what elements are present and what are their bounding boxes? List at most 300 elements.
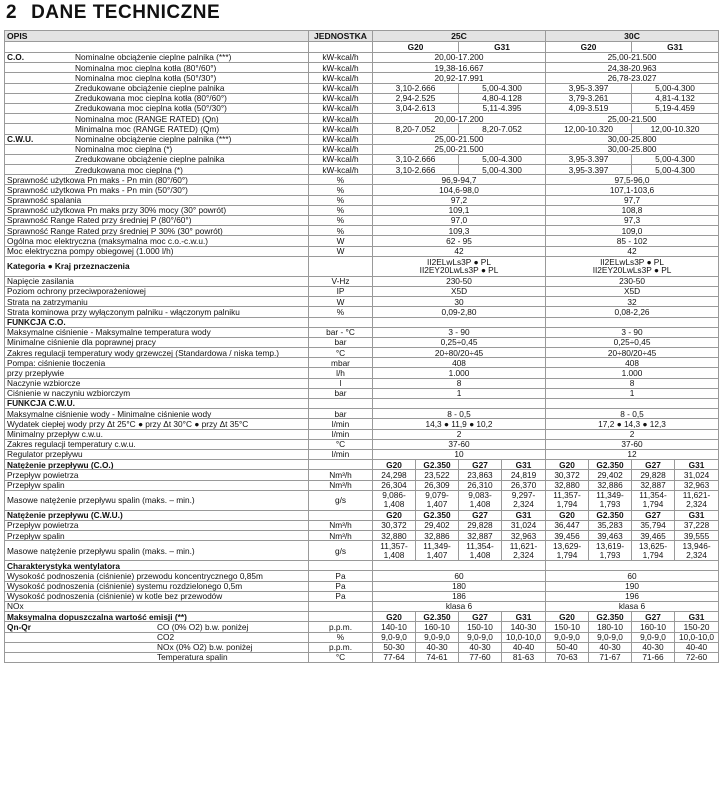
table-row — [5, 449, 719, 459]
table-cell — [373, 399, 546, 409]
row-label: Przepływ powietrza — [5, 470, 309, 480]
row-unit — [309, 256, 373, 276]
table-row — [5, 510, 719, 520]
row-label — [5, 652, 309, 662]
value-cell: 9,0-9,0 — [416, 632, 459, 642]
value-cell — [632, 520, 675, 530]
value-line: 32,886 — [597, 480, 623, 490]
value-line: 24,298 — [381, 469, 407, 480]
value-line: 11,349- — [596, 490, 624, 501]
row-label: Minimalna moc (RANGE RATED) (Qm) — [5, 124, 309, 134]
row-unit: l/min — [309, 449, 373, 459]
row-label — [5, 53, 309, 63]
gas-label: G20 — [373, 460, 416, 470]
value-25c: 0,25÷0,45 — [373, 337, 546, 347]
value-30c: 230-50 — [546, 276, 719, 286]
value-line: 37,228 — [683, 520, 710, 531]
value-cell — [502, 541, 546, 561]
row-label: Nominalna moc cieplna kotła (80°/60°) — [5, 63, 309, 73]
row-label: Regulator przepływu — [5, 449, 309, 459]
row-unit: l/min — [309, 429, 373, 439]
row-unit: °C — [309, 439, 373, 449]
row-label-text: Nominalne obciążenie cieplne palnika (***) — [75, 52, 232, 63]
value-cell — [502, 490, 546, 510]
section-heading: Charakterystyka wentylatora — [5, 561, 309, 571]
table-cell — [546, 399, 719, 409]
value-cell: 70-63 — [546, 652, 589, 662]
value-cell: 9,0-9,0 — [373, 632, 416, 642]
row-unit: % — [309, 205, 373, 215]
value-cell: 9,0-9,0 — [459, 632, 502, 642]
value-30c: 408 — [546, 358, 719, 368]
value-line: 1,794 — [642, 499, 664, 510]
table-row — [5, 236, 719, 246]
value-cell: 9,0-9,0 — [589, 632, 632, 642]
value-cell — [675, 520, 719, 530]
value-25c: 20,92-17.991 — [373, 73, 546, 83]
value-cell — [675, 470, 719, 480]
gas-label: G27 — [632, 510, 675, 520]
row-unit: IP — [309, 286, 373, 296]
row-label: Maksymalne ciśnienie - Maksymalne temperatura wody — [5, 327, 309, 337]
row-unit: mbar — [309, 358, 373, 368]
table-row — [5, 632, 719, 642]
section-heading: FUNKCJA C.W.U. — [5, 399, 309, 409]
value-25c-g20: 3,10-2.666 — [373, 83, 459, 93]
row-label: Poziom ochrony przeciwporażeniowej — [5, 286, 309, 296]
value-25c: 2 — [373, 429, 546, 439]
table-row — [5, 541, 719, 561]
table-row — [5, 226, 719, 236]
category-line: II2ELwLs3P ● PL — [600, 256, 664, 267]
value-line: 32,963 — [683, 480, 710, 490]
row-unit: p.p.m. — [309, 622, 373, 632]
value-25c-g31: 5,00-4.300 — [459, 154, 546, 164]
value-line: 11,354- — [466, 541, 494, 552]
value-line: 1,407 — [426, 499, 448, 510]
table-row — [5, 531, 719, 541]
row-unit: kW-kcal/h — [309, 103, 373, 113]
table-body — [5, 31, 719, 663]
row-unit: Pa — [309, 591, 373, 601]
header-model-25c: 25C — [373, 31, 546, 42]
table-row — [5, 286, 719, 296]
table-row — [5, 409, 719, 419]
section-heading: Maksymalna dopuszczalna wartość emisji (**) — [5, 612, 309, 622]
value-30c: 97,7 — [546, 195, 719, 205]
row-label: Zredukowane obciążenie cieplne palnika — [5, 83, 309, 93]
value-30c: 26,78-23.027 — [546, 73, 719, 83]
value-25c: klasa 6 — [373, 602, 546, 612]
value-30c: 30,00-25.800 — [546, 134, 719, 144]
row-unit: W — [309, 236, 373, 246]
value-cell — [459, 520, 502, 530]
value-25c-g31: 5,00-4.300 — [459, 165, 546, 175]
value-cell: 72-60 — [675, 652, 719, 662]
value-line: 32,886 — [424, 530, 450, 541]
row-label: Przepływ spalin — [5, 531, 309, 541]
value-25c: 30 — [373, 297, 546, 307]
row-label: Strata kominowa przy wyłączonym palniku - włączonym palniku — [5, 307, 309, 317]
table-row — [5, 124, 719, 134]
row-label: Sprawność użytkowa Pn maks - Pn min (80°/60°) — [5, 175, 309, 185]
value-cell — [459, 480, 502, 490]
value-25c: 19,38-16.667 — [373, 63, 546, 73]
header-unit: JEDNOSTKA — [309, 31, 373, 42]
section-heading: FUNKCJA C.O. — [5, 317, 309, 327]
value-30c: 24,38-20.963 — [546, 63, 719, 73]
row-label: Sprawność Range Rated przy średniej P 30% (30° powrót) — [5, 226, 309, 236]
row-unit: Nm³/h — [309, 531, 373, 541]
table-row — [5, 53, 719, 63]
value-25c: 109,3 — [373, 226, 546, 236]
value-cell — [459, 541, 502, 561]
row-unit: kW-kcal/h — [309, 154, 373, 164]
table-row — [5, 480, 719, 490]
row-label-text: Nominalne obciążenie cieplne palnika (***) — [75, 134, 232, 144]
row-label: Wysokość podnoszenia (ciśnienie) przewodu koncentrycznego 0,85m — [5, 571, 309, 581]
row-unit — [309, 602, 373, 612]
value-30c: 109,0 — [546, 226, 719, 236]
value-25c: X5D — [373, 286, 546, 296]
row-label: Masowe natężenie przepływu spalin (maks. – min.) — [5, 490, 309, 510]
value-30c: 0,08-2,26 — [546, 307, 719, 317]
value-cell — [546, 480, 589, 490]
value-line: 1,794 — [556, 499, 578, 510]
value-25c: 8 - 0,5 — [373, 409, 546, 419]
value-25c: 408 — [373, 358, 546, 368]
value-line: 1,408 — [383, 549, 405, 560]
gas-label: G20 — [546, 460, 589, 470]
section-heading: Natężenie przepływu (C.O.) — [5, 460, 309, 470]
value-25c: 230-50 — [373, 276, 546, 286]
value-line: 9,086- — [382, 490, 406, 501]
gas-label: G2.350 — [416, 612, 459, 622]
table-row — [5, 73, 719, 83]
value-line: 11,354- — [639, 490, 667, 501]
value-cell — [416, 490, 459, 510]
value-25c: 62 - 95 — [373, 236, 546, 246]
value-30c: 107,1-103,6 — [546, 185, 719, 195]
table-row — [5, 256, 719, 276]
table-row — [5, 388, 719, 398]
value-line: 32,880 — [554, 480, 580, 490]
row-unit: % — [309, 216, 373, 226]
value-line: 39,456 — [554, 530, 580, 541]
gas-label: G27 — [459, 460, 502, 470]
row-unit: Pa — [309, 581, 373, 591]
row-unit: kW-kcal/h — [309, 73, 373, 83]
table-row — [5, 307, 719, 317]
value-30c: 2 — [546, 429, 719, 439]
value-line: 2,324 — [686, 549, 707, 560]
value-line: 9,297- — [511, 490, 536, 501]
table-row — [5, 399, 719, 409]
value-cell — [502, 531, 546, 541]
table-row — [5, 63, 719, 73]
value-cell — [632, 490, 675, 510]
row-label: Przepływ spalin — [5, 480, 309, 490]
value-line: 29,828 — [640, 469, 666, 480]
table-cell — [546, 561, 719, 571]
value-25c: 20,00-17.200 — [373, 114, 546, 124]
table-row — [5, 297, 719, 307]
value-30c: 196 — [546, 591, 719, 601]
value-25c: 1 — [373, 388, 546, 398]
value-25c-g20: 8,20-7.052 — [373, 124, 459, 134]
category-line: II2ELwLs3P ● PL — [427, 256, 491, 267]
value-25c: 96,9-94,7 — [373, 175, 546, 185]
value-cell — [546, 470, 589, 480]
value-cell — [589, 541, 632, 561]
row-label-text: CO (0% O2) b.w. poniżej — [157, 621, 249, 632]
value-30c: 32 — [546, 297, 719, 307]
header-model-30c: 30C — [546, 31, 719, 42]
row-unit: W — [309, 297, 373, 307]
value-cell — [459, 531, 502, 541]
value-25c: 20,00-17.200 — [373, 53, 546, 63]
value-line: 13,946- — [682, 541, 711, 552]
value-cell: 140-10 — [373, 622, 416, 632]
row-label: Przepływ powietrza — [5, 520, 309, 530]
value-line: 39,463 — [597, 530, 623, 541]
row-label: Nominalna moc (RANGE RATED) (Qn) — [5, 114, 309, 124]
value-cell: 40-30 — [416, 642, 459, 652]
group-label: Qn-Qr — [7, 621, 31, 632]
row-label: Minimalne ciśnienie dla poprawnej pracy — [5, 337, 309, 347]
value-cell — [502, 520, 546, 530]
gas-label: G2.350 — [589, 612, 632, 622]
row-unit: kW-kcal/h — [309, 53, 373, 63]
table-row — [5, 429, 719, 439]
row-label-text: CO2 — [157, 632, 175, 642]
value-cell: 40-30 — [589, 642, 632, 652]
row-label: Sprawność użytkowa Pn maks - Pn min (50°/30°) — [5, 185, 309, 195]
row-unit: °C — [309, 652, 373, 662]
value-25c: 14,3 ● 11,9 ● 10,2 — [373, 419, 546, 429]
value-30c: 1 — [546, 388, 719, 398]
value-line: 11,357- — [380, 541, 408, 552]
value-cell: 160-10 — [416, 622, 459, 632]
value-line: 29,402 — [424, 520, 450, 531]
tech-data-table — [4, 30, 719, 663]
value-cell — [373, 531, 416, 541]
value-cell — [632, 541, 675, 561]
value-25c: 0,09-2,80 — [373, 307, 546, 317]
value-30c: 30,00-25.800 — [546, 144, 719, 154]
table-row — [5, 591, 719, 601]
table-gas-header-row — [5, 42, 719, 53]
value-cell: 140-30 — [502, 622, 546, 632]
value-25c-g20: 3,04-2.613 — [373, 103, 459, 113]
row-label: Ogólna moc elektryczna (maksymalna moc c.o.-c.w.u.) — [5, 236, 309, 246]
table-row — [5, 337, 719, 347]
row-unit: kW-kcal/h — [309, 83, 373, 93]
value-30c — [546, 256, 719, 276]
value-line: 26,310 — [467, 480, 493, 490]
table-row — [5, 205, 719, 215]
row-label: Masowe natężenie przepływu spalin (maks. – min.) — [5, 541, 309, 561]
row-label: Zredukowana moc cieplna (*) — [5, 165, 309, 175]
row-label: Kategoria ● Kraj przeznaczenia — [5, 256, 309, 276]
row-unit: bar - °C — [309, 327, 373, 337]
table-row — [5, 185, 719, 195]
table-row — [5, 175, 719, 185]
table-row — [5, 195, 719, 205]
value-line: 39,465 — [640, 530, 666, 541]
value-cell — [502, 480, 546, 490]
value-line: 31,024 — [683, 469, 710, 480]
row-label-text: Temperatura spalin — [157, 652, 228, 663]
value-25c-g20: 3,10-2.666 — [373, 154, 459, 164]
value-30c: 108,8 — [546, 205, 719, 215]
value-25c: 1.000 — [373, 368, 546, 378]
header-opis: OPIS — [5, 31, 309, 42]
row-unit: kW-kcal/h — [309, 63, 373, 73]
row-label: Nominalna moc cieplna (*) — [5, 144, 309, 154]
value-cell: 40-40 — [675, 642, 719, 652]
row-label: Zakres regulacji temperatury wody grzewczej (Standardowa / niska temp.) — [5, 348, 309, 358]
section-number: 2 — [6, 2, 18, 23]
page-title — [6, 2, 220, 24]
value-25c: 109,1 — [373, 205, 546, 215]
gas-label: G27 — [632, 612, 675, 622]
value-cell — [459, 470, 502, 480]
row-label: Minimalny przepływ c.w.u. — [5, 429, 309, 439]
value-30c-g20: 3,95-3.397 — [546, 83, 632, 93]
value-30c: X5D — [546, 286, 719, 296]
value-cell: 77-60 — [459, 652, 502, 662]
value-cell: 77-64 — [373, 652, 416, 662]
value-line: 32,887 — [640, 480, 666, 490]
gas-label: G2.350 — [416, 460, 459, 470]
value-30c-g31: 12,00-10.320 — [632, 124, 719, 134]
row-unit: kW-kcal/h — [309, 165, 373, 175]
value-25c: 3 - 90 — [373, 327, 546, 337]
table-row — [5, 460, 719, 470]
value-cell: 40-40 — [502, 642, 546, 652]
value-25c: 10 — [373, 449, 546, 459]
value-line: 1,793 — [599, 549, 621, 560]
table-row — [5, 358, 719, 368]
header-g20-30c: G20 — [546, 42, 632, 53]
table-row — [5, 134, 719, 144]
table-row — [5, 612, 719, 622]
value-cell: 160-10 — [632, 622, 675, 632]
value-line: 1,408 — [469, 499, 491, 510]
value-30c-g31: 5,00-4.300 — [632, 165, 719, 175]
table-row — [5, 327, 719, 337]
table-cell — [309, 510, 373, 520]
table-cell — [309, 399, 373, 409]
value-30c: 12 — [546, 449, 719, 459]
value-30c: 8 — [546, 378, 719, 388]
row-label: Wydatek ciepłej wody przy Δt 25°C ● przy Δt 30°C ● przy Δt 35°C — [5, 419, 309, 429]
value-25c: 97,0 — [373, 216, 546, 226]
row-unit: l/h — [309, 368, 373, 378]
row-label — [5, 632, 309, 642]
value-line: 35,794 — [640, 520, 666, 531]
value-line: 32,880 — [381, 530, 407, 541]
value-line: 26,370 — [510, 480, 537, 490]
value-30c-g31: 5,00-4.300 — [632, 154, 719, 164]
gas-label: G27 — [459, 612, 502, 622]
row-unit: % — [309, 226, 373, 236]
value-30c-g20: 3,95-3.397 — [546, 154, 632, 164]
value-line: 30,372 — [554, 469, 580, 480]
row-label: Sprawność użytkowa Pn maks przy 30% mocy (30° powrót) — [5, 205, 309, 215]
value-cell — [632, 480, 675, 490]
category-line: II2EY20LwLs3P ● PL — [419, 265, 499, 276]
table-row — [5, 419, 719, 429]
row-unit: Nm³/h — [309, 470, 373, 480]
value-line: 29,402 — [597, 469, 623, 480]
table-row — [5, 114, 719, 124]
value-30c-g31: 5,00-4.300 — [632, 83, 719, 93]
row-label: Zredukowane obciążenie cieplne palnika — [5, 154, 309, 164]
value-25c-g20: 3,10-2.666 — [373, 165, 459, 175]
value-30c: 17,2 ● 14,3 ● 12,3 — [546, 419, 719, 429]
row-unit: kW-kcal/h — [309, 134, 373, 144]
value-line: 36,447 — [554, 520, 580, 531]
value-30c-g20: 3,79-3.261 — [546, 93, 632, 103]
value-30c: 8 - 0,5 — [546, 409, 719, 419]
value-30c: 25,00-21.500 — [546, 53, 719, 63]
table-cell — [373, 561, 546, 571]
value-25c-g31: 4,80-4.128 — [459, 93, 546, 103]
row-label — [5, 622, 309, 632]
value-line: 32,963 — [510, 530, 537, 541]
value-cell — [373, 490, 416, 510]
value-30c: 20÷80/20÷45 — [546, 348, 719, 358]
table-row — [5, 470, 719, 480]
value-line: 2,324 — [686, 499, 707, 510]
value-cell — [416, 531, 459, 541]
gas-label: G31 — [502, 460, 546, 470]
value-cell — [589, 531, 632, 541]
row-unit: Pa — [309, 571, 373, 581]
row-unit: bar — [309, 409, 373, 419]
row-unit: Nm³/h — [309, 520, 373, 530]
row-unit: kW-kcal/h — [309, 124, 373, 134]
gas-label: G31 — [675, 460, 719, 470]
value-cell: 74-61 — [416, 652, 459, 662]
value-30c-g20: 12,00-10.320 — [546, 124, 632, 134]
value-line: 29,828 — [467, 520, 493, 531]
table-cell — [309, 561, 373, 571]
value-line: 26,309 — [424, 480, 450, 490]
value-line: 9,079- — [425, 490, 449, 501]
value-25c — [373, 256, 546, 276]
row-unit: bar — [309, 337, 373, 347]
row-unit: % — [309, 195, 373, 205]
row-label: Zredukowana moc cieplna kotła (80°/60°) — [5, 93, 309, 103]
value-25c: 25,00-21.500 — [373, 134, 546, 144]
row-label: Moc elektryczna pompy obiegowej (1.000 l/h) — [5, 246, 309, 256]
table-row — [5, 317, 719, 327]
value-line: 1,794 — [642, 549, 664, 560]
table-cell — [546, 317, 719, 327]
value-cell: 81-63 — [502, 652, 546, 662]
value-25c: 37-60 — [373, 439, 546, 449]
table-row — [5, 246, 719, 256]
value-line: 1,793 — [599, 499, 621, 510]
value-30c: 3 - 90 — [546, 327, 719, 337]
value-30c: 25,00-21.500 — [546, 114, 719, 124]
value-cell: 71-66 — [632, 652, 675, 662]
value-cell — [546, 541, 589, 561]
value-25c-g31: 8,20-7.052 — [459, 124, 546, 134]
